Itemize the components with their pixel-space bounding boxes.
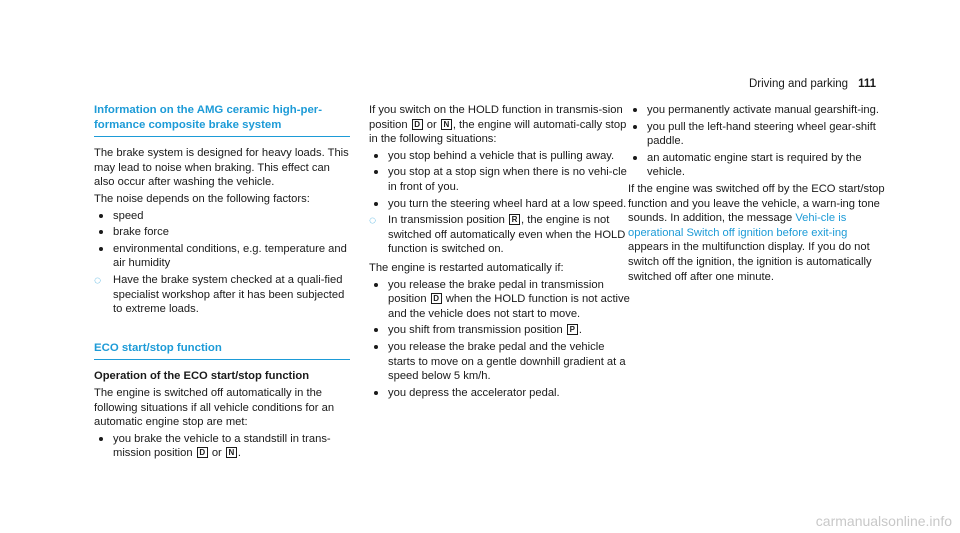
list-item: you shift from transmission position P . xyxy=(369,323,631,338)
paragraph: The noise depends on the following factors: xyxy=(94,192,310,205)
paragraph: If the engine was switched off by the ECO start/stop function and you leave the vehicle, a warn-ing tone sounds. In addition, the message Vehi-cle is operational Switch off ignition before exit-ing appears in the multifunction display. If you do not switch off the ignition, the ignition is automatically switched off after one minute. xyxy=(628,182,885,283)
list-item: brake force xyxy=(94,225,350,240)
list-item: you stop at a stop sign when there is no vehi-cle in front of you. xyxy=(369,165,631,194)
list-item: you pull the left-hand steering wheel gear-shift paddle. xyxy=(628,120,890,149)
gear-n-symbol: N xyxy=(226,447,237,458)
restart-list-continued xyxy=(628,103,890,180)
paragraph: The brake system is designed for heavy loads. This may lead to noise when braking. This effect can also occur after washing the vehicle. xyxy=(94,147,349,189)
list-item: you brake the vehicle to a standstill in trans-mission position D or N . xyxy=(94,432,350,461)
list-item: you stop behind a vehicle that is pulling away. xyxy=(369,149,631,164)
note-text: Have the brake system checked at a quali-fied specialist workshop after it has been subjected to extreme loads. xyxy=(113,273,345,316)
gear-d-symbol: D xyxy=(197,447,208,458)
list-item: you release the brake pedal and the vehicle starts to move on a gentle downhill gradient at a speed below 5 km/h. xyxy=(369,340,631,384)
list-item: an automatic engine start is required by the vehicle. xyxy=(628,151,890,180)
list-item: you permanently activate manual gearshift-ing. xyxy=(628,103,890,118)
gear-n-symbol: N xyxy=(441,119,452,130)
section-heading-brake-system: Information on the AMG ceramic high-per-formance composite brake system xyxy=(94,103,350,137)
gear-d-symbol: D xyxy=(431,293,442,304)
list-item: environmental conditions, e.g. temperature and air humidity xyxy=(94,242,350,271)
gear-r-symbol: R xyxy=(509,214,520,225)
display-message: Vehi-cle is operational Switch off ignition before exit-ing xyxy=(628,212,848,239)
subheading: Operation of the ECO start/stop function xyxy=(94,370,310,383)
restart-list xyxy=(369,278,631,401)
section-title: Driving and parking xyxy=(748,78,849,90)
lightbulb-icon: ◌ xyxy=(369,213,377,228)
paragraph: If you switch on the HOLD function in transmis-sion position D or N , the engine will automati-cally stop in the following situations: xyxy=(369,104,627,146)
condition-list xyxy=(94,432,350,461)
lightbulb-icon: ◌ xyxy=(94,272,102,287)
factor-list xyxy=(94,209,350,271)
watermark: carmanualsonline.info xyxy=(815,513,952,530)
note xyxy=(94,273,350,317)
list-item: you turn the steering wheel hard at a low speed. xyxy=(369,197,631,212)
list-item: speed xyxy=(94,209,350,224)
note: ◌ In transmission position R , the engine is not switched off automatically even when the HOLD function is switched on. xyxy=(369,213,626,256)
gear-p-symbol: P xyxy=(567,324,578,335)
paragraph: The engine is restarted automatically if: xyxy=(369,261,564,274)
page-header xyxy=(749,77,876,92)
paragraph: The engine is switched off automatically in the following situations if all vehicle conditions for an automatic engine stop are met: xyxy=(94,386,335,429)
gear-d-symbol: D xyxy=(412,119,423,130)
section-heading-eco: ECO start/stop function xyxy=(94,341,350,361)
list-item: you depress the accelerator pedal. xyxy=(369,386,631,401)
column-left xyxy=(94,103,350,463)
column-right xyxy=(628,103,890,286)
list-item: you release the brake pedal in transmission position D when the HOLD function is not active and the vehicle does not start to move. xyxy=(369,278,631,322)
page-number: 111 xyxy=(858,78,876,90)
stop-situation-list xyxy=(369,149,631,211)
column-middle xyxy=(369,103,631,402)
